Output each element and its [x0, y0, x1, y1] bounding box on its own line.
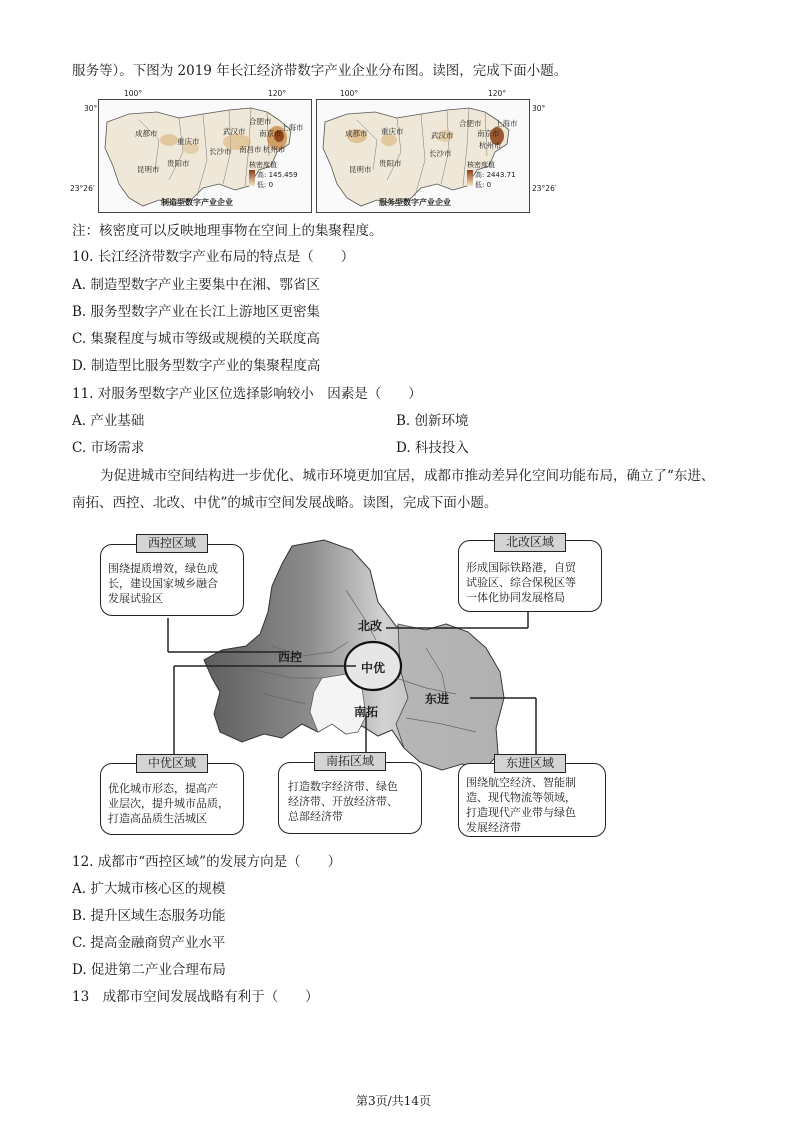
question-12-option-a[interactable]: A. 扩大城市核心区的规模: [72, 881, 226, 897]
beigai-zone-title: 北改区域: [494, 533, 566, 552]
map-label-zhongyou: 中优: [361, 661, 386, 675]
city-label: 武汉市: [431, 131, 454, 140]
question-11-option-a[interactable]: A. 产业基础: [72, 413, 145, 429]
map-label-xikong: 西控: [278, 650, 303, 664]
question-10-option-c[interactable]: C. 集聚程度与城市等级或规模的关联度高: [72, 331, 320, 347]
question-12-option-b[interactable]: B. 提升区域生态服务功能: [72, 908, 226, 924]
legend-title: 核密度值: [249, 161, 277, 169]
service-map-graphic: [317, 100, 529, 212]
map-caption: 制造型数字产业企业: [161, 197, 233, 207]
city-label: 成都市: [345, 129, 368, 138]
zhongyou-zone-desc: 优化城市形态，提高产 业层次，提升城市品质， 打造高品质生活城区: [108, 782, 229, 825]
note: 注：核密度可以反映地理事物在空间上的集聚程度。: [72, 223, 383, 239]
xikong-zone-title: 西控区域: [136, 534, 208, 553]
city-label: 重庆市: [177, 137, 200, 146]
question-11-option-c[interactable]: C. 市场需求: [72, 440, 145, 456]
latitude-label: 30°: [84, 104, 98, 113]
xikong-zone-desc: 围绕提质增效，绿色成 长，建设国家城乡融合 发展试验区: [108, 562, 218, 605]
question-12-option-c[interactable]: C. 提高金融商贸产业水平: [72, 935, 226, 951]
passage-line-1: 为促进城市空间结构进一步优化、城市环境更加宜居，成都市推动差异化空间功能布局，确立了“东进、: [100, 468, 715, 484]
question-11-option-b[interactable]: B. 创新环境: [396, 413, 469, 429]
longitude-label: 120°: [488, 89, 507, 98]
question-12-stem: 12. 成都市“西控区域”的发展方向是（ ）: [72, 854, 342, 870]
city-label: 上海市: [495, 119, 518, 128]
map-label-nantuo: 南拓: [354, 705, 379, 719]
passage-line-2: 南拓、西控、北改、中优”的城市空间发展战略。读图，完成下面小题。: [72, 495, 498, 511]
intro-line: 服务等）。下图为 2019 年长江经济带数字产业企业分布图。读图，完成下面小题。: [72, 63, 568, 79]
legend-low: 低: 0: [475, 181, 492, 189]
dongjin-zone-title: 东进区域: [494, 754, 566, 773]
manufacturing-map-graphic: [99, 100, 311, 212]
question-11-option-d[interactable]: D. 科技投入: [396, 440, 469, 456]
city-label: 南京市: [259, 129, 282, 138]
map-caption: 服务型数字产业企业: [379, 197, 451, 207]
legend-low: 低: 0: [257, 181, 274, 189]
city-label: 成都市: [135, 129, 158, 138]
longitude-label: 120°: [268, 89, 287, 98]
zhongyou-zone-title: 中优区域: [136, 754, 208, 773]
longitude-label: 100°: [124, 89, 143, 98]
map-label-dongjin: 东进: [425, 692, 450, 706]
latitude-label: 23°26′: [532, 184, 557, 193]
question-10-option-a[interactable]: A. 制造型数字产业主要集中在湘、鄂省区: [72, 277, 320, 293]
beigai-zone-desc: 形成国际铁路港，自贸 试验区、综合保税区等 一体化协同发展格局: [466, 561, 576, 604]
city-label: 南昌市: [239, 145, 262, 154]
nantuo-zone-desc: 打造数字经济带、绿色 经济带、开放经济带、 总部经济带: [288, 780, 398, 823]
longitude-label: 100°: [340, 89, 359, 98]
city-label: 贵阳市: [167, 159, 190, 168]
city-label: 长沙市: [209, 147, 232, 156]
legend-title: 核密度值: [467, 161, 495, 169]
nantuo-zone-title: 南拓区域: [314, 752, 386, 771]
page-number: 第3页/共14页: [356, 1094, 431, 1108]
city-label: 合肥市: [249, 117, 272, 126]
legend-high: 高: 2443.71: [475, 171, 516, 179]
city-label: 杭州市: [263, 145, 286, 154]
city-label: 南京市: [477, 129, 500, 138]
question-11-stem: 11. 对服务型数字产业区位选择影响较小 因素是（ ）: [72, 386, 422, 402]
city-label: 合肥市: [459, 119, 482, 128]
city-label: 贵阳市: [379, 159, 402, 168]
question-12-option-d[interactable]: D. 促进第二产业合理布局: [72, 962, 226, 978]
map-label-beigai: 北改: [358, 619, 383, 633]
city-label: 重庆市: [381, 127, 404, 136]
city-label: 长沙市: [429, 149, 452, 158]
city-label: 昆明市: [349, 165, 372, 174]
city-label: 武汉市: [223, 127, 246, 136]
city-label: 昆明市: [137, 165, 160, 174]
city-label: 杭州市: [479, 141, 502, 150]
question-10-option-d[interactable]: D. 制造型比服务型数字产业的集聚程度高: [72, 358, 321, 374]
manufacturing-density-map: [98, 99, 312, 213]
question-10-stem: 10. 长江经济带数字产业布局的特点是（ ）: [72, 249, 355, 265]
dongjin-zone-desc: 围绕航空经济、智能制 造、现代物流等领域， 打造现代产业带与绿色 发展经济带: [466, 776, 576, 834]
question-13-stem: 13 成都市空间发展战略有利于（ ）: [72, 989, 319, 1005]
legend-high: 高: 145.459: [257, 171, 298, 179]
service-density-map: [316, 99, 530, 213]
latitude-label: 23°26′: [70, 184, 95, 193]
city-label: 上海市: [281, 123, 304, 132]
question-10-option-b[interactable]: B. 服务型数字产业在长江上游地区更密集: [72, 304, 321, 320]
latitude-label: 30°: [532, 104, 546, 113]
